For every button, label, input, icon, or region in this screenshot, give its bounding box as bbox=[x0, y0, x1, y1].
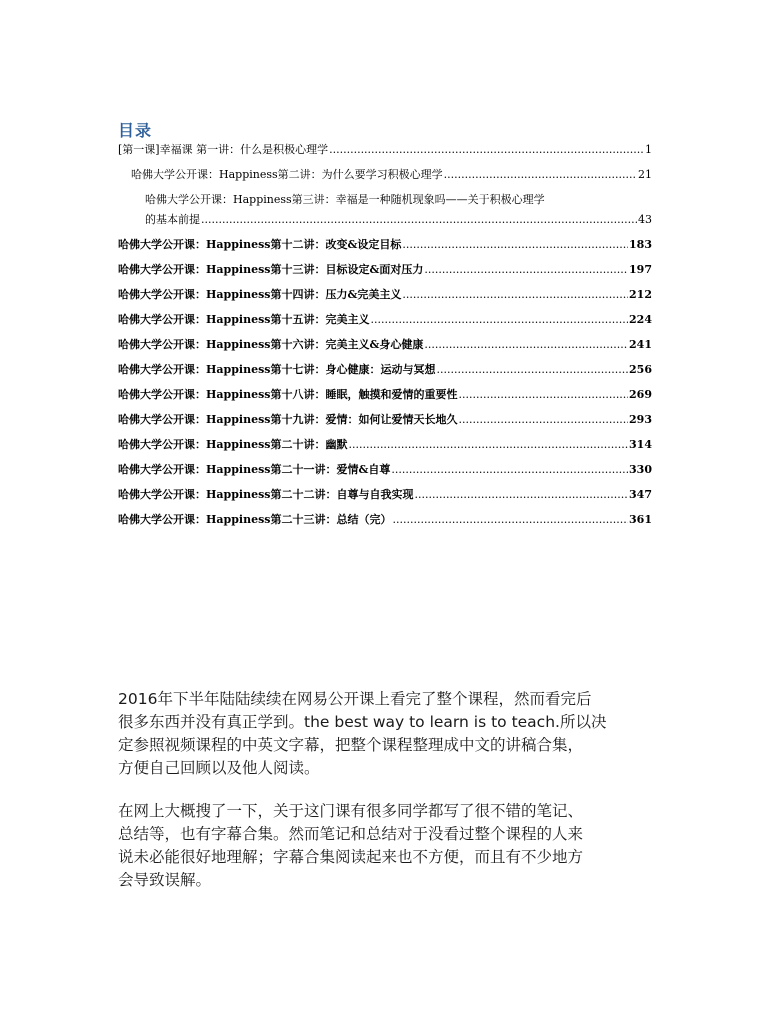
toc-leader bbox=[402, 288, 628, 301]
toc-leader bbox=[329, 143, 644, 156]
intro-paragraph-2 bbox=[118, 800, 678, 892]
toc-entry[interactable] bbox=[118, 261, 652, 277]
toc-entry[interactable] bbox=[118, 461, 652, 477]
paragraph-line: 说未必能很好地理解；字幕合集阅读起来也不方便，而且有不少地方 bbox=[118, 848, 584, 866]
toc-page-number: 361 bbox=[629, 513, 652, 526]
toc-page-number: 241 bbox=[629, 338, 652, 351]
paragraph-line: 定参照视频课程的中英文字幕，把整个课程整理成中文的讲稿合集， bbox=[118, 736, 584, 754]
paragraph-line: 方便自己回顾以及他人阅读。 bbox=[118, 759, 320, 777]
toc-page-number: 212 bbox=[629, 288, 652, 301]
paragraph-line: 会导致误解。 bbox=[118, 871, 212, 889]
toc-entry-text: 哈佛大学公开课：Happiness第十二讲：改变&设定目标 bbox=[118, 238, 402, 251]
toc-leader bbox=[436, 363, 628, 376]
toc-entry-text: 哈佛大学公开课：Happiness第十四讲：压力&完美主义 bbox=[118, 288, 402, 301]
toc-entry[interactable] bbox=[131, 166, 652, 182]
toc-leader bbox=[424, 338, 628, 351]
toc-page-number: 314 bbox=[629, 438, 652, 451]
toc-entry-line1[interactable]: 哈佛大学公开课：Happiness第三讲：幸福是一种随机现象吗——关于积极心理学 bbox=[145, 193, 545, 206]
paragraph-line: 总结等，也有字幕合集。然而笔记和总结对于没看过整个课程的人来 bbox=[118, 825, 584, 843]
toc-entry-text: 哈佛大学公开课：Happiness第二讲：为什么要学习积极心理学 bbox=[131, 168, 443, 181]
toc-entry[interactable] bbox=[118, 386, 652, 402]
toc-page-number: 1 bbox=[645, 143, 652, 156]
toc-entry[interactable] bbox=[118, 361, 652, 377]
toc-entry[interactable] bbox=[118, 286, 652, 302]
toc-page-number: 224 bbox=[629, 313, 652, 326]
toc-entry-text: 哈佛大学公开课：Happiness第十五讲：完美主义 bbox=[118, 313, 370, 326]
toc-leader bbox=[391, 463, 628, 476]
toc-entry-text: 哈佛大学公开课：Happiness第十三讲：目标设定&面对压力 bbox=[118, 263, 424, 276]
toc-leader bbox=[414, 488, 628, 501]
toc-leader bbox=[392, 513, 628, 526]
paragraph-line: 2016年下半年陆陆续续在网易公开课上看完了整个课程，然而看完后 bbox=[118, 690, 592, 708]
toc-entry-text: 哈佛大学公开课：Happiness第十八讲：睡眠，触摸和爱情的重要性 bbox=[118, 388, 458, 401]
toc-entry-text: 哈佛大学公开课：Happiness第二十二讲：自尊与自我实现 bbox=[118, 488, 414, 501]
toc-leader bbox=[370, 313, 628, 326]
toc-page-number: 347 bbox=[629, 488, 652, 501]
intro-paragraph-1 bbox=[118, 688, 678, 780]
toc-entry[interactable] bbox=[118, 411, 652, 427]
toc-page-number: 21 bbox=[638, 168, 652, 181]
toc-leader bbox=[424, 263, 628, 276]
toc-page-number: 43 bbox=[638, 213, 652, 226]
toc-page-number: 256 bbox=[629, 363, 652, 376]
toc-entry-text: 哈佛大学公开课：Happiness第二十讲：幽默 bbox=[118, 438, 348, 451]
toc-leader bbox=[458, 388, 628, 401]
toc-entry[interactable] bbox=[145, 211, 652, 227]
toc-entry[interactable] bbox=[118, 236, 652, 252]
toc-leader bbox=[444, 168, 637, 181]
toc-leader bbox=[348, 438, 628, 451]
toc-page-number: 197 bbox=[629, 263, 652, 276]
toc-entry[interactable] bbox=[118, 311, 652, 327]
toc-page-number: 183 bbox=[629, 238, 652, 251]
toc-entry[interactable] bbox=[118, 486, 652, 502]
toc-entry-text: 哈佛大学公开课：Happiness第十六讲：完美主义&身心健康 bbox=[118, 338, 424, 351]
toc-entry-text: 哈佛大学公开课：Happiness第十七讲：身心健康：运动与冥想 bbox=[118, 363, 436, 376]
toc-page-number: 330 bbox=[629, 463, 652, 476]
toc-entry-text: 哈佛大学公开课：Happiness第二十一讲：爱情&自尊 bbox=[118, 463, 391, 476]
toc-entry-text: 的基本前提 bbox=[145, 213, 200, 226]
toc-leader bbox=[402, 238, 628, 251]
toc-title: 目录 bbox=[118, 121, 153, 140]
toc-entry-text: 哈佛大学公开课：Happiness第二十三讲：总结（完） bbox=[118, 513, 392, 526]
paragraph-line: 很多东西并没有真正学到。the best way to learn is to teach.所以决 bbox=[118, 713, 607, 731]
toc-entry-text: 哈佛大学公开课：Happiness第十九讲：爱情：如何让爱情天长地久 bbox=[118, 413, 458, 426]
toc-entry[interactable] bbox=[118, 336, 652, 352]
toc-entry[interactable] bbox=[118, 141, 652, 157]
toc-entry[interactable] bbox=[118, 511, 652, 527]
toc-entry-text: [第一课]幸福课 第一讲：什么是积极心理学 bbox=[118, 143, 329, 156]
paragraph-line: 在网上大概搜了一下，关于这门课有很多同学都写了很不错的笔记、 bbox=[118, 802, 584, 820]
toc-entry[interactable] bbox=[118, 436, 652, 452]
toc-leader bbox=[201, 213, 637, 226]
toc-leader bbox=[458, 413, 628, 426]
toc-page-number: 269 bbox=[629, 388, 652, 401]
toc-page-number: 293 bbox=[629, 413, 652, 426]
